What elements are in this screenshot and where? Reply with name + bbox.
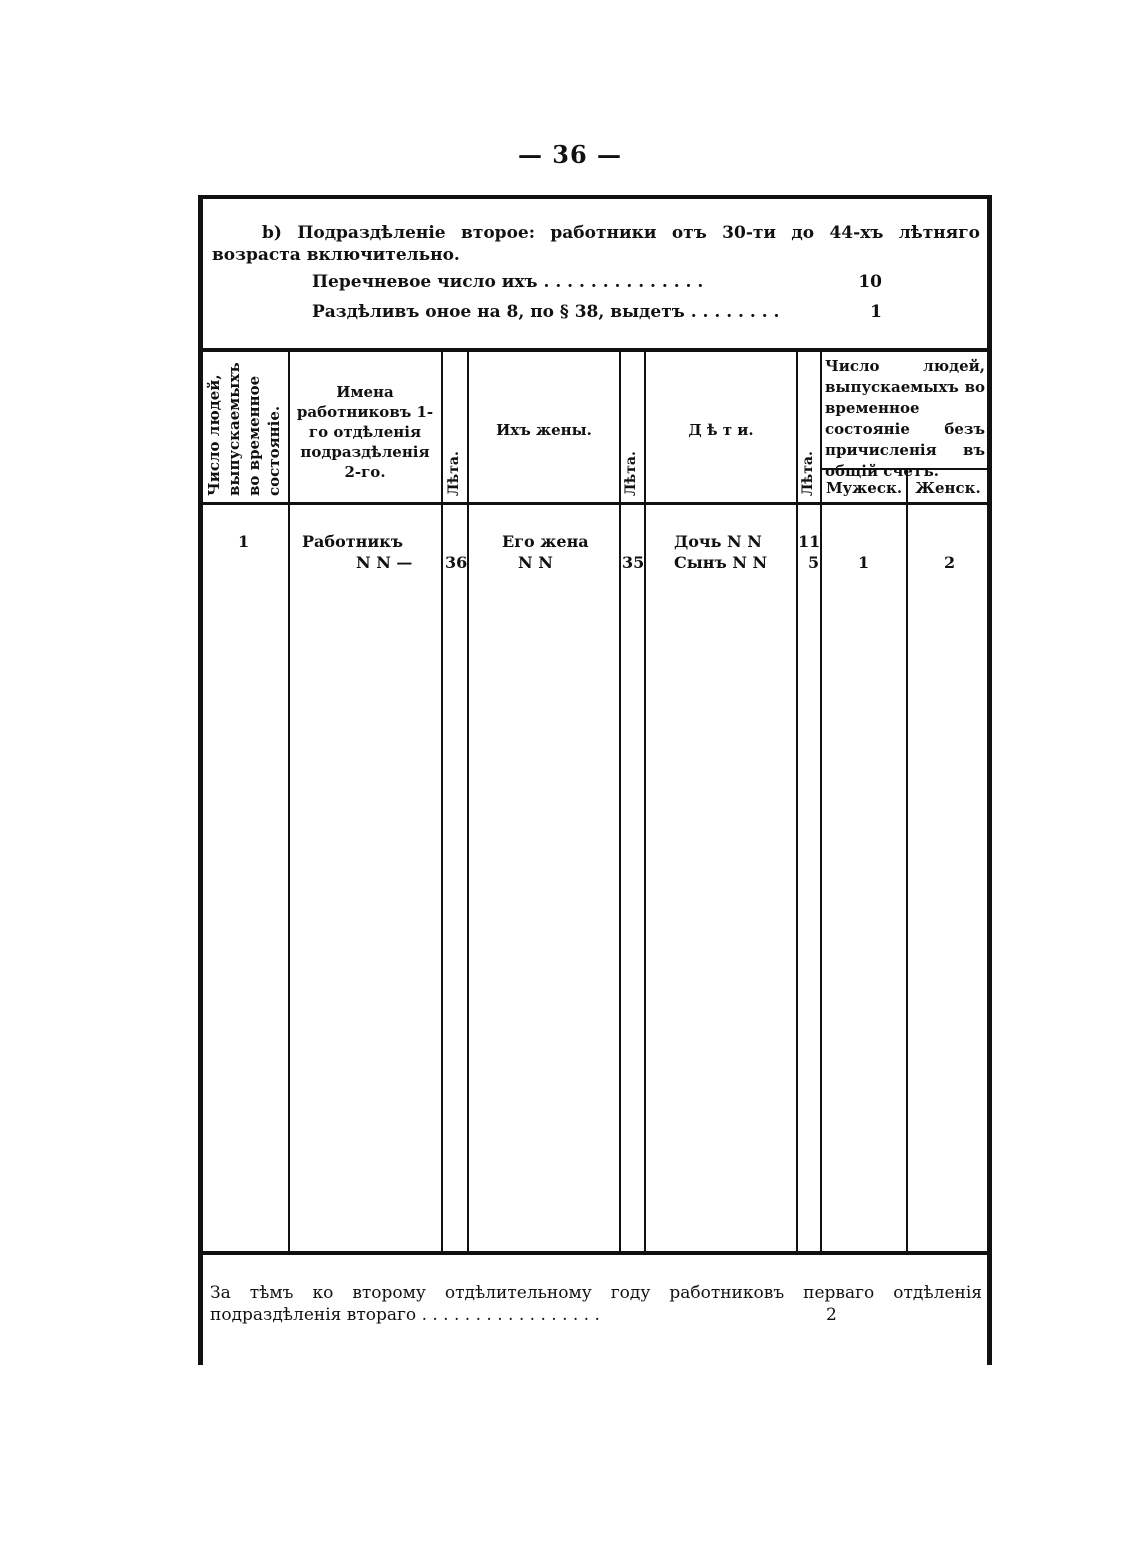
cell-count: 1 <box>238 532 250 551</box>
frame-top-border <box>198 195 992 199</box>
count-label: Перечневое число ихъ . . . . . . . . . . . . . . <box>312 272 704 292</box>
frame-left-border <box>198 195 203 1365</box>
footer-summary-value: 2 <box>826 1305 837 1325</box>
divide-label: Раздѣливъ оное на 8, по § 38, выдетъ . . . . . . . . <box>312 302 780 322</box>
subdivision-heading <box>212 222 980 266</box>
count-row <box>312 272 892 292</box>
table-bottom-rule <box>198 1251 992 1255</box>
subdivision-heading-text: b) Подраздѣленіе второе: работники отъ 30-ти до 44-хъ лѣтняго возраста включительно. <box>212 223 980 265</box>
header-age-wife: Лѣта. <box>623 451 639 496</box>
divide-row <box>312 302 892 322</box>
col-divider-2 <box>441 350 443 1253</box>
col-divider-5 <box>644 350 646 1253</box>
cell-wife-line1: Его жена <box>502 532 589 551</box>
page-number: — 36 — <box>517 140 623 169</box>
cell-child1: Дочь N N <box>674 532 762 551</box>
col-divider-8 <box>906 468 908 1253</box>
header-age-worker: Лѣта. <box>446 451 462 496</box>
header-children: Д ѣ т и. <box>688 421 754 439</box>
frame-right-border <box>987 195 992 1365</box>
divide-value: 1 <box>870 302 882 322</box>
header-age-children: Лѣта. <box>800 451 816 496</box>
col-divider-3 <box>467 350 469 1253</box>
cell-child2: Сынъ N N <box>674 553 768 572</box>
col-divider-4 <box>619 350 621 1253</box>
header-wives: Ихъ жены. <box>496 421 592 439</box>
cell-child1-age: 11 <box>798 532 821 551</box>
table-top-rule <box>198 348 992 352</box>
header-female: Женск. <box>915 479 981 497</box>
footer-summary <box>210 1282 982 1326</box>
cell-male: 1 <box>858 553 870 572</box>
cell-female: 2 <box>944 553 956 572</box>
cell-child2-age: 5 <box>808 553 820 572</box>
header-released-people: Число людей, выпускаемыхъ во временное состояніе безъ причисленія въ общій счетъ. <box>825 357 985 480</box>
header-count-column: Число людей, выпускаемыхъ во временное состояніе. <box>205 362 283 496</box>
cell-worker-line2: N N — <box>356 553 413 572</box>
col-divider-6 <box>796 350 798 1253</box>
header-worker-names: Имена работниковъ 1-го отдѣленія подраздѣленія 2-го. <box>296 383 434 481</box>
col-divider-1 <box>288 350 290 1253</box>
footer-summary-text: За тѣмъ ко второму отдѣлительному году работниковъ перваго отдѣленія подраздѣленія втораго . . . . . . . . . . . . . . . . . <box>210 1283 982 1325</box>
cell-worker-line1: Работникъ <box>302 532 404 551</box>
header-male: Мужеск. <box>825 479 903 497</box>
table-header-rule <box>198 502 992 505</box>
cell-worker-age: 36 <box>445 553 468 572</box>
count-value: 10 <box>858 272 882 292</box>
cell-wife-age: 35 <box>622 553 645 572</box>
cell-wife-line2: N N <box>518 553 553 572</box>
